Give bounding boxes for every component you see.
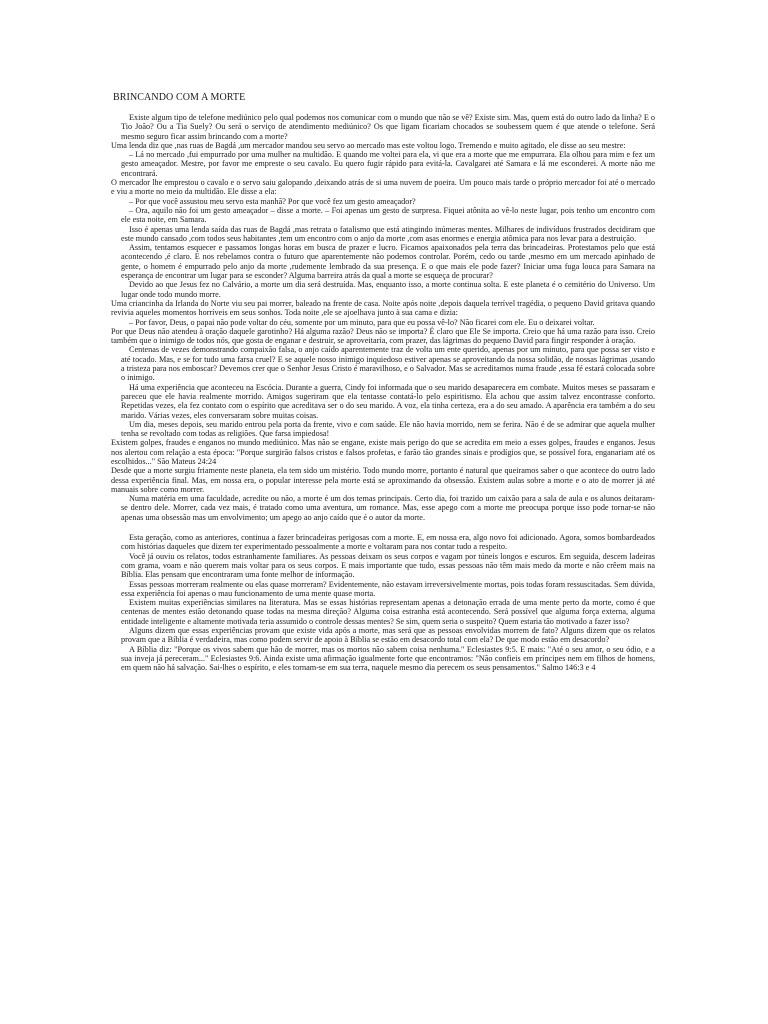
document-body: [111, 113, 655, 673]
paragraph: Centenas de vezes demonstrando compaixão falsa, o anjo caído aparentemente traz de volta um ente querido, apenas por um minuto, para que possa ser visto e até tocado. Mas, e se for tudo uma farsa cruel? E se aquele nosso inimigo inquiedoso estiver apenas se aproveitando da nossa solidão, de nossas lágrimas ,usando a tristeza para nos emboscar? Devemos crer que o Senhor Jesus Cristo é maravilhoso, e o Salvador. Mas se acreditamos numa fraude ,essa fé estará colocada sobre o inimigo.: [121, 345, 655, 383]
paragraph: – Por favor, Deus, o papai não pode voltar do céu, somente por um minuto, para que eu possa vê-lo? Não ficarei com ele. Eu o deixarei voltar.: [129, 317, 595, 327]
paragraph: Existe algum tipo de telefone mediúnico pelo qual podemos nos comunicar com o mundo que não se vê? Existe sim. Mas, quem está do outro lado da linha? E o Tio João? Ou a Tia Suely? Ou será o serviço de atendimento mediúnico? Os que ligam ficariam chocados se soubessem quem é que atende o telefone. Será mesmo seguro ficar assim brincando com a morte?: [121, 113, 655, 141]
paragraph: Uma criancinha da Irlanda do Norte viu seu pai morrer, baleado na frente de casa. Noite após noite ,depois daquela terrível tragédia, o pequeno David gritava quando revivia aqueles momentos horríveis em seus sonhos. Toda noite ,ele se ajoelhava junto à sua cama e dizia:: [111, 298, 655, 318]
paragraph: Há uma experiência que aconteceu na Escócia. Durante a guerra, Cindy foi informada que o seu marido desaparecera em combate. Muitos meses se passaram e pareceu que ele havia realmente morrido. Amigos sugeriram que ela tentasse contatá-lo pelo espiritismo. Ela achou que assim talvez encontrasse conforto. Repetidas vezes, ela fez contato com o espírito que acreditava ser o do seu marido. A voz, ela tinha certeza, era a do seu amado. A aparência era também a do seu marido. Várias vezes, eles conversaram sobre muitas coisas.: [121, 382, 655, 420]
paragraph-gap: [111, 522, 655, 533]
paragraph: – Ora, aquilo não foi um gesto ameaçador – disse a morte. – Foi apenas um gesto de surpresa. Fiquei atônita ao vê-lo neste lugar, pois tenho um encontro com ele esta noite, em Samara.: [121, 205, 655, 225]
paragraph: – Por que você assustou meu servo esta manhã? Por que você fez um gesto ameaçador?: [129, 196, 416, 206]
paragraph: A Bíblia diz: "Porque os vivos sabem que hão de morrer, mas os mortos não sabem coisa nenhuma." Eclesiastes 9:5. E mais: "Até o seu amor, o seu ódio, e a sua inveja já pereceram..." Eclesiastes 9:6. Ainda existe uma afirmação igualmente forte que encontramos: "Não confieis em príncipes nem em filhos de homens, em quem não há salvação. Sai-lhes o espírito, e eles tornam-se em sua terra, naquele mesmo dia perecem os seus pensamentos." Salmo 146:3 e 4: [121, 644, 655, 673]
paragraph: O mercador lhe emprestou o cavalo e o servo saiu galopando ,deixando atrás de si uma nuvem de poeira. Um pouco mais tarde o próprio mercador foi até o mercado e viu a morte no meio da multidão. Ele disse a ela:: [111, 178, 655, 197]
paragraph: Existem golpes, fraudes e enganos no mundo mediúnico. Mas não se engane, existe mais perigo do que se acredita em meio a esses golpes, fraudes e enganos. Jesus nos alertou com relação a esta época: "Porque surgirão falsos cristos e falsos profetas, e farão tão grandes sinais e prodígios que, se possível fora, enganariam até os escolhidos..." São Mateus 24:24: [111, 438, 655, 466]
paragraph: – Lá no mercado ,fui empurrado por uma mulher na multidão. E quando me voltei para ela, vi que era a morte que me empurrara. Ela olhou para mim e fez um gesto ameaçador. Mestre, por favor me empreste o seu cavalo. Eu quero fugir rápido para evitá-la. Cavalgarei até Samara e lá me esconderei. A morte não me encontrará.: [121, 150, 655, 178]
paragraph: Esta geração, como as anteriores, continua a fazer brincadeiras perigosas com a morte. E, em nossa era, algo novo foi adicionado. Agora, somos bombardeados com histórias daqueles que dizem ter experimentado pessoalmente a morte e voltaram para nos contar tudo a respeito.: [121, 533, 655, 552]
paragraph: Devido ao que Jesus fez no Calvário, a morte um dia será destruída. Mas, enquanto isso, a morte continua solta. E este planeta é o cemitério do Universo. Um lugar onde todo mundo morre.: [121, 280, 655, 299]
paragraph: Você já ouviu os relatos, todos estranhamente familiares. As pessoas deixam os seus corpos e vagam por túneis longos e escuros. Em seguida, descem ladeiras com grama, voam e não querem mais voltar para os seus corpos. E mais importante que tudo, essas pessoas não têm mais medo da morte e não crêem mais na Bíblia. Elas pensam que encontraram uma fonte melhor de informação.: [121, 551, 655, 580]
paragraph: Assim, tentamos esquecer e passamos longas horas em busca de prazer e lucro. Ficamos apaixonados pela terra das brincadeiras. Protestamos pelo que está acontecendo ,é claro. E nos rebelamos contra o futuro que aparentemente não podemos controlar. Porém, cedo ou tarde ,mesmo em um mercado apinhado de gente, o homem é empurrado pelo anjo da morte ,rudemente lembrado da sua presença. E o que mais ele pode fazer? Iniciar uma fuga louca para Samara na esperança de encontrar um lugar para se esconder? Alguma barreira atrás da qual a morte se esqueça de procurar?: [121, 243, 655, 281]
paragraph: Uma lenda diz que ,nas ruas de Bagdá ,um mercador mandou seu servo ao mercado mas este voltou logo. Tremendo e muito agitado, ele disse ao seu mestre:: [111, 140, 626, 150]
paragraph: Essas pessoas morreram realmente ou elas quase morreram? Evidentemente, não estavam irreversivelmente mortas, pois todas foram ressuscitadas. Sem dúvida, essa experiência foi apenas o mau funcionamento de uma mente quase morta.: [121, 579, 655, 598]
paragraph: Desde que a morte surgiu friamente neste planeta, ela tem sido um mistério. Todo mundo morre, portanto é natural que queiramos saber o que acontece do outro lado dessa experiência final. Mas, em nossa era, o popular interesse pela morte está se aproximando da obsessão. Existem aulas sobre a morte e o ato de morrer já até manuais sobre como morrer.: [111, 466, 655, 494]
paragraph: Numa matéria em uma faculdade, acredite ou não, a morte é um dos temas principais. Certo dia, foi trazido um caixão para a sala de aula e os alunos deitaram-se dentro dele. Morrer, cada vez mais, é tratado como uma aventura, um romance. Mas, esse apego com a morte me preocupa porque isso pode tornar-se não apenas uma obsessão mas um envolvimento; um apego ao anjo caído que é o autor da morte.: [121, 494, 655, 522]
paragraph: Um dia, meses depois, seu marido entrou pela porta da frente, vivo e com saúde. Ele não havia morrido, nem se ferira. Não é de se admirar que aquela mulher tenha se revoltado com todas as religiões. Que farsa impiedosa!: [121, 419, 655, 439]
document-title: BRINCANDO COM A MORTE: [113, 92, 246, 103]
paragraph: Existem muitas experiências similares na literatura. Mas se essas histórias representam apenas a detonação errada de uma mente perto da morte, como é que centenas de mentes estão detonando quase todas na mesma direção? Alguma coisa estranha está acontecendo. Será possível que alguma força externa, alguma entidade inteligente e altamente motivada teria assumido o controle dessas mentes? Se sim, quem seria o suspeito? Quem estaria tão motivado a fazer isso?: [121, 598, 655, 626]
paragraph: Alguns dizem que essas experiências provam que existe vida após a morte, mas será que as pessoas envolvidas morrem de fato? Alguns dizem que os relatos provam que a Bíblia é verdadeira, mas como podem servir de apoio à Bíblia se estão em desacordo total com ela? De que modo estão em desacordo?: [121, 626, 655, 645]
paragraph: Isso é apenas uma lenda saída das ruas de Bagdá ,mas retrata o fatalismo que está atingindo inúmeras mentes. Milhares de indivíduos frustrados decidiram que este mundo cansado ,com todos seus habitantes ,tem um encontro com o anjo da morte ,com asas enormes e energia atômica para nos levar para a destruição.: [121, 224, 655, 243]
paragraph: Por que Deus não atendeu à oração daquele garotinho? Há alguma razão? Deus não se importa? É claro que Ele Se importa. Creio que há uma razão para isso. Creio também que o inimigo de todos nós, que gosta de enganar e destruir, se aproveitaria, com prazer, das lágrimas do pequeno David para fingir responder à oração.: [111, 326, 655, 346]
